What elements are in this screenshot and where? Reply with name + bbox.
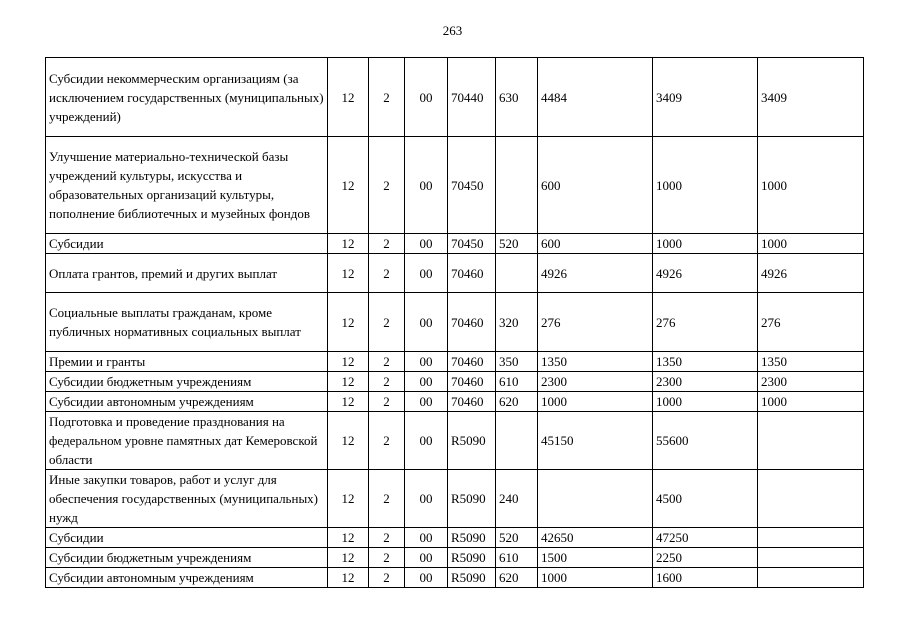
cell-code: 70460 (448, 254, 496, 293)
cell-amount-1: 4484 (538, 58, 653, 137)
table-row (46, 254, 864, 293)
cell-code: R5090 (448, 548, 496, 568)
cell-amount-2: 4500 (653, 470, 758, 528)
table-row (46, 528, 864, 548)
cell-sub: 00 (405, 372, 448, 392)
cell-pr: 2 (369, 254, 405, 293)
table-row (46, 372, 864, 392)
table-row (46, 137, 864, 234)
cell-amount-3: 1000 (758, 392, 864, 412)
cell-vr: 350 (496, 352, 538, 372)
row-name: Премии и гранты (46, 352, 328, 372)
cell-pr: 2 (369, 412, 405, 470)
cell-code: 70460 (448, 372, 496, 392)
cell-amount-1: 45150 (538, 412, 653, 470)
cell-vr (496, 254, 538, 293)
row-name: Улучшение материально-технической базы учреждений культуры, искусства и образовательных организаций культуры, пополнение библиотечных и музейных фондов (46, 137, 328, 234)
cell-code: 70450 (448, 137, 496, 234)
cell-code: R5090 (448, 568, 496, 588)
cell-code: 70440 (448, 58, 496, 137)
cell-amount-3 (758, 412, 864, 470)
cell-pr: 2 (369, 293, 405, 352)
cell-amount-1: 600 (538, 234, 653, 254)
row-name: Социальные выплаты гражданам, кроме публичных нормативных социальных выплат (46, 293, 328, 352)
cell-amount-2: 3409 (653, 58, 758, 137)
cell-amount-1: 276 (538, 293, 653, 352)
cell-rz: 12 (328, 568, 369, 588)
cell-amount-1: 1500 (538, 548, 653, 568)
cell-amount-1 (538, 470, 653, 528)
cell-amount-3: 1000 (758, 234, 864, 254)
cell-rz: 12 (328, 352, 369, 372)
cell-amount-1: 1350 (538, 352, 653, 372)
cell-vr: 630 (496, 58, 538, 137)
cell-amount-2: 47250 (653, 528, 758, 548)
cell-amount-1: 1000 (538, 392, 653, 412)
cell-vr: 520 (496, 528, 538, 548)
cell-code: 70460 (448, 293, 496, 352)
cell-amount-3: 2300 (758, 372, 864, 392)
cell-amount-2: 4926 (653, 254, 758, 293)
page-number: 263 (442, 23, 463, 38)
cell-rz: 12 (328, 293, 369, 352)
cell-pr: 2 (369, 58, 405, 137)
cell-sub: 00 (405, 392, 448, 412)
cell-vr: 610 (496, 372, 538, 392)
table-row (46, 470, 864, 528)
cell-amount-2: 1000 (653, 234, 758, 254)
cell-sub: 00 (405, 234, 448, 254)
row-name: Субсидии автономным учреждениям (46, 392, 328, 412)
cell-rz: 12 (328, 137, 369, 234)
cell-amount-1: 2300 (538, 372, 653, 392)
cell-amount-3 (758, 548, 864, 568)
table-row (46, 234, 864, 254)
row-name: Субсидии бюджетным учреждениям (46, 372, 328, 392)
cell-code: 70460 (448, 392, 496, 412)
cell-pr: 2 (369, 234, 405, 254)
table-row (46, 392, 864, 412)
cell-pr: 2 (369, 372, 405, 392)
cell-amount-3: 3409 (758, 58, 864, 137)
row-name: Иные закупки товаров, работ и услуг для обеспечения государственных (муниципальных) нужд (46, 470, 328, 528)
cell-amount-3: 1000 (758, 137, 864, 234)
cell-rz: 12 (328, 372, 369, 392)
cell-amount-3: 4926 (758, 254, 864, 293)
cell-rz: 12 (328, 412, 369, 470)
cell-amount-3: 1350 (758, 352, 864, 372)
row-name: Субсидии некоммерческим организациям (за исключением государственных (муниципальных) учреждений) (46, 58, 328, 137)
cell-sub: 00 (405, 58, 448, 137)
cell-sub: 00 (405, 352, 448, 372)
cell-sub: 00 (405, 254, 448, 293)
cell-amount-2: 2250 (653, 548, 758, 568)
cell-vr: 320 (496, 293, 538, 352)
cell-sub: 00 (405, 528, 448, 548)
cell-amount-2: 1600 (653, 568, 758, 588)
cell-amount-2: 276 (653, 293, 758, 352)
cell-pr: 2 (369, 548, 405, 568)
cell-vr: 610 (496, 548, 538, 568)
cell-code: R5090 (448, 412, 496, 470)
cell-code: 70450 (448, 234, 496, 254)
table-row (46, 548, 864, 568)
cell-rz: 12 (328, 254, 369, 293)
cell-code: R5090 (448, 528, 496, 548)
cell-pr: 2 (369, 392, 405, 412)
cell-sub: 00 (405, 137, 448, 234)
cell-vr: 520 (496, 234, 538, 254)
cell-code: 70460 (448, 352, 496, 372)
table-row (46, 352, 864, 372)
cell-amount-3 (758, 528, 864, 548)
cell-amount-2: 2300 (653, 372, 758, 392)
budget-table (45, 57, 864, 588)
cell-amount-3 (758, 470, 864, 528)
cell-amount-3: 276 (758, 293, 864, 352)
row-name: Субсидии (46, 528, 328, 548)
cell-pr: 2 (369, 528, 405, 548)
cell-pr: 2 (369, 352, 405, 372)
table-row (46, 412, 864, 470)
cell-amount-2: 1000 (653, 392, 758, 412)
cell-sub: 00 (405, 293, 448, 352)
cell-rz: 12 (328, 548, 369, 568)
row-name: Субсидии автономным учреждениям (46, 568, 328, 588)
row-name: Субсидии бюджетным учреждениям (46, 548, 328, 568)
cell-rz: 12 (328, 528, 369, 548)
cell-amount-2: 1350 (653, 352, 758, 372)
cell-vr: 240 (496, 470, 538, 528)
cell-sub: 00 (405, 548, 448, 568)
cell-rz: 12 (328, 234, 369, 254)
cell-amount-1: 42650 (538, 528, 653, 548)
cell-sub: 00 (405, 568, 448, 588)
cell-amount-2: 55600 (653, 412, 758, 470)
cell-rz: 12 (328, 470, 369, 528)
row-name: Подготовка и проведение празднования на федеральном уровне памятных дат Кемеровской области (46, 412, 328, 470)
cell-rz: 12 (328, 58, 369, 137)
row-name: Субсидии (46, 234, 328, 254)
cell-sub: 00 (405, 412, 448, 470)
cell-vr: 620 (496, 392, 538, 412)
table-row (46, 58, 864, 137)
cell-pr: 2 (369, 137, 405, 234)
row-name: Оплата грантов, премий и других выплат (46, 254, 328, 293)
table-row (46, 568, 864, 588)
cell-amount-1: 4926 (538, 254, 653, 293)
cell-code: R5090 (448, 470, 496, 528)
cell-vr (496, 412, 538, 470)
table-row (46, 293, 864, 352)
cell-amount-1: 1000 (538, 568, 653, 588)
cell-amount-3 (758, 568, 864, 588)
cell-rz: 12 (328, 392, 369, 412)
cell-pr: 2 (369, 568, 405, 588)
cell-pr: 2 (369, 470, 405, 528)
budget-table-body (46, 58, 864, 588)
cell-sub: 00 (405, 470, 448, 528)
cell-amount-2: 1000 (653, 137, 758, 234)
cell-vr (496, 137, 538, 234)
cell-vr: 620 (496, 568, 538, 588)
cell-amount-1: 600 (538, 137, 653, 234)
